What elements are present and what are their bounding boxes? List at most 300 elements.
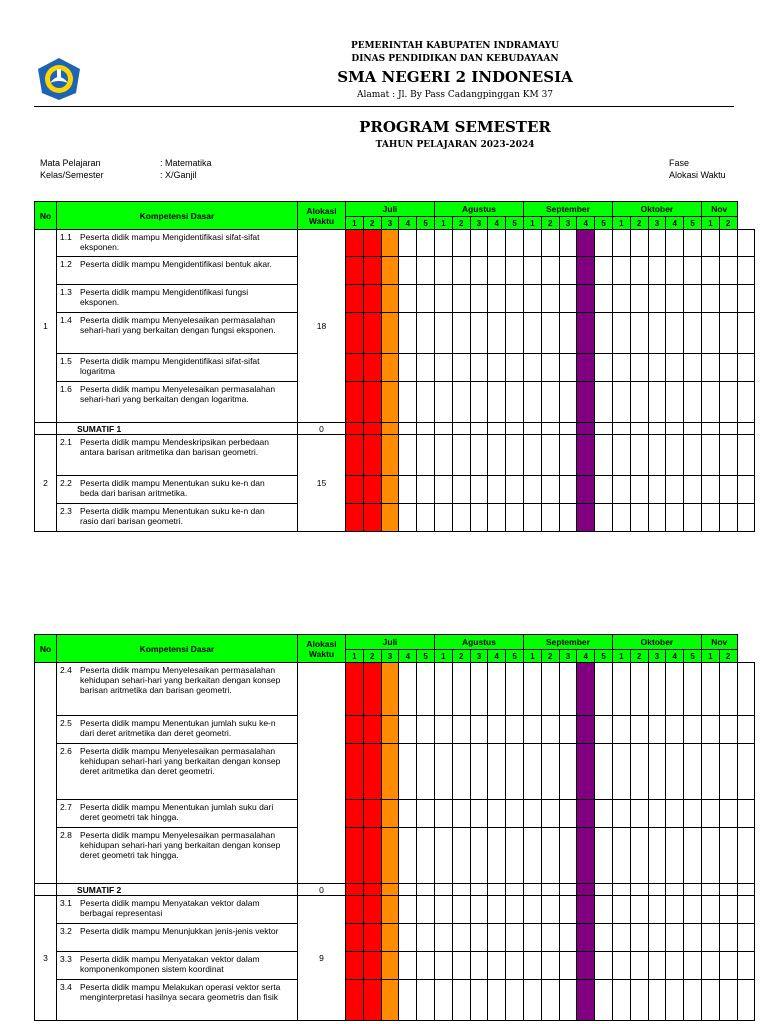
week-cell — [399, 884, 417, 896]
week-cell — [363, 435, 381, 476]
week-cell — [719, 716, 737, 744]
week-cell — [452, 924, 470, 952]
week-cell — [381, 716, 399, 744]
week-cell — [737, 716, 755, 744]
week-cell — [612, 716, 630, 744]
week-cell — [470, 896, 488, 924]
week-cell — [648, 476, 666, 504]
kompetensi-dasar-item — [57, 952, 298, 980]
week-cell — [381, 884, 399, 896]
week-cell — [417, 952, 435, 980]
row-number: 3 — [35, 896, 57, 1021]
week-cell — [434, 313, 452, 354]
header-week: 1 — [346, 217, 364, 230]
week-cell — [541, 230, 559, 257]
week-cell — [559, 663, 577, 716]
week-cell — [737, 382, 755, 423]
week-cell — [381, 230, 399, 257]
week-cell — [363, 952, 381, 980]
week-cell — [346, 952, 364, 980]
week-cell — [399, 980, 417, 1021]
kd-text: Peserta didik mampu Menyelesaikan permasalahan sehari-hari yang berkaitan dengan logaritma. — [80, 384, 276, 404]
week-cell — [666, 257, 684, 285]
week-cell — [523, 476, 541, 504]
week-cell — [506, 828, 524, 884]
week-cell — [363, 257, 381, 285]
kd-text: Peserta didik mampu Menentukan suku ke-n dan beda dari barisan aritmetika. — [80, 478, 265, 498]
semester-table-2 — [34, 634, 755, 1021]
week-cell — [701, 980, 719, 1021]
week-cell — [506, 354, 524, 382]
week-cell — [612, 744, 630, 800]
week-cell — [417, 716, 435, 744]
week-cell — [363, 663, 381, 716]
header-week: 5 — [417, 650, 435, 663]
week-cell — [488, 828, 506, 884]
week-cell — [595, 663, 613, 716]
week-cell — [452, 896, 470, 924]
header-government: PEMERINTAH KABUPATEN INDRAMAYU — [350, 41, 560, 51]
week-cell — [648, 382, 666, 423]
header-week: 4 — [666, 217, 684, 230]
document-header — [0, 0, 768, 110]
header-month: Juli — [346, 202, 435, 217]
week-cell — [523, 896, 541, 924]
week-cell — [488, 924, 506, 952]
tut-wuri-handayani-logo-icon — [36, 57, 82, 101]
row-number: 2 — [35, 435, 57, 532]
week-cell — [452, 980, 470, 1021]
header-week: 4 — [666, 650, 684, 663]
week-cell — [701, 435, 719, 476]
week-cell — [612, 354, 630, 382]
header-week: 4 — [399, 650, 417, 663]
week-cell — [577, 828, 595, 884]
header-month: Agustus — [434, 202, 523, 217]
week-cell — [470, 924, 488, 952]
week-cell — [363, 800, 381, 828]
header-week: 5 — [684, 650, 702, 663]
week-cell — [666, 504, 684, 532]
sumatif-allocation: 0 — [298, 423, 346, 435]
kompetensi-dasar-item — [57, 924, 298, 952]
week-cell — [684, 716, 702, 744]
class-label: Kelas/Semester — [40, 170, 104, 180]
week-cell — [541, 382, 559, 423]
week-cell — [381, 828, 399, 884]
kd-number: 2.5 — [60, 718, 72, 728]
week-cell — [648, 257, 666, 285]
week-cell — [630, 663, 648, 716]
week-cell — [684, 354, 702, 382]
week-cell — [701, 663, 719, 716]
kd-text: Peserta didik mampu Menentukan jumlah suku ke-n dari deret aritmetika dan deret geometri. — [80, 718, 276, 738]
header-waktu: Waktu — [308, 648, 335, 659]
week-cell — [719, 423, 737, 435]
week-cell — [381, 476, 399, 504]
week-cell — [612, 828, 630, 884]
week-cell — [346, 354, 364, 382]
week-cell — [523, 924, 541, 952]
kd-number: 1.6 — [60, 384, 72, 394]
header-week: 3 — [648, 217, 666, 230]
week-cell — [595, 313, 613, 354]
week-cell — [488, 476, 506, 504]
header-week: 5 — [684, 217, 702, 230]
week-cell — [719, 476, 737, 504]
week-cell — [363, 896, 381, 924]
header-week: 2 — [541, 650, 559, 663]
week-cell — [559, 980, 577, 1021]
week-cell — [399, 435, 417, 476]
week-cell — [541, 423, 559, 435]
header-week: 1 — [434, 650, 452, 663]
week-cell — [434, 716, 452, 744]
week-cell — [452, 504, 470, 532]
sumatif-label: SUMATIF 1 — [57, 423, 298, 435]
header-no: No — [35, 202, 57, 230]
week-cell — [434, 423, 452, 435]
week-cell — [434, 828, 452, 884]
week-cell — [577, 716, 595, 744]
header-month: September — [523, 635, 612, 650]
week-cell — [719, 663, 737, 716]
week-cell — [523, 800, 541, 828]
week-cell — [701, 716, 719, 744]
header-kompetensi-dasar: Kompetensi Dasar — [57, 635, 298, 663]
week-cell — [737, 476, 755, 504]
week-cell — [523, 313, 541, 354]
week-cell — [577, 980, 595, 1021]
week-cell — [612, 896, 630, 924]
week-cell — [488, 313, 506, 354]
week-cell — [577, 435, 595, 476]
week-cell — [612, 952, 630, 980]
header-week: 2 — [719, 650, 737, 663]
week-cell — [541, 354, 559, 382]
week-cell — [595, 884, 613, 896]
time-allocation-label: Alokasi Waktu — [669, 170, 726, 180]
header-divider — [34, 106, 734, 107]
row-number: 1 — [35, 230, 57, 423]
header-week: 2 — [630, 650, 648, 663]
week-cell — [434, 800, 452, 828]
kd-number: 1.4 — [60, 315, 72, 325]
week-cell — [648, 884, 666, 896]
week-cell — [666, 354, 684, 382]
header-week: 2 — [452, 217, 470, 230]
week-cell — [506, 800, 524, 828]
header-month: Oktober — [612, 635, 701, 650]
week-cell — [737, 884, 755, 896]
week-cell — [434, 257, 452, 285]
week-cell — [684, 435, 702, 476]
week-cell — [523, 663, 541, 716]
week-cell — [648, 230, 666, 257]
week-cell — [541, 800, 559, 828]
week-cell — [701, 744, 719, 800]
week-cell — [417, 257, 435, 285]
week-cell — [399, 744, 417, 800]
week-cell — [381, 744, 399, 800]
week-cell — [541, 435, 559, 476]
header-week: 1 — [346, 650, 364, 663]
week-cell — [488, 952, 506, 980]
time-allocation: 15 — [298, 435, 346, 532]
week-cell — [488, 230, 506, 257]
week-cell — [648, 313, 666, 354]
week-cell — [666, 476, 684, 504]
week-cell — [488, 382, 506, 423]
week-cell — [399, 504, 417, 532]
kompetensi-dasar-item — [57, 980, 298, 1021]
week-cell — [595, 354, 613, 382]
week-cell — [417, 896, 435, 924]
week-cell — [399, 716, 417, 744]
week-cell — [630, 354, 648, 382]
week-cell — [541, 504, 559, 532]
week-cell — [684, 800, 702, 828]
week-cell — [399, 230, 417, 257]
header-week: 1 — [701, 650, 719, 663]
header-alokasi: Alokasi — [306, 205, 337, 216]
week-cell — [470, 884, 488, 896]
week-cell — [488, 716, 506, 744]
week-cell — [577, 285, 595, 313]
kd-text: Peserta didik mampu Mengidentifikasi sifat-sifat logaritma — [80, 356, 260, 376]
week-cell — [470, 828, 488, 884]
week-cell — [488, 257, 506, 285]
week-cell — [346, 663, 364, 716]
sumatif-label: SUMATIF 2 — [57, 884, 298, 896]
week-cell — [470, 716, 488, 744]
week-cell — [719, 435, 737, 476]
kompetensi-dasar-item — [57, 504, 298, 532]
week-cell — [381, 896, 399, 924]
week-cell — [346, 476, 364, 504]
kd-text: Peserta didik mampu Mendeskripsikan perbedaan antara barisan aritmetika dan barisan geometri. — [80, 437, 269, 457]
week-cell — [666, 716, 684, 744]
week-cell — [523, 435, 541, 476]
week-cell — [737, 744, 755, 800]
week-cell — [737, 504, 755, 532]
week-cell — [719, 257, 737, 285]
week-cell — [363, 354, 381, 382]
kd-text: Peserta didik mampu Mengidentifikasi fungsi eksponen. — [80, 287, 249, 307]
week-cell — [523, 980, 541, 1021]
week-cell — [559, 313, 577, 354]
week-cell — [346, 257, 364, 285]
kd-text: Peserta didik mampu Menunjukkan jenis-jenis vektor — [80, 926, 279, 936]
week-cell — [701, 285, 719, 313]
week-cell — [719, 952, 737, 980]
week-cell — [737, 257, 755, 285]
week-cell — [701, 423, 719, 435]
week-cell — [488, 354, 506, 382]
header-alokasi-waktu — [298, 202, 346, 230]
kd-number: 2.4 — [60, 665, 72, 675]
kd-text: Peserta didik mampu Mengidentifikasi sifat-sifat eksponen. — [80, 232, 260, 252]
week-cell — [523, 423, 541, 435]
week-cell — [381, 257, 399, 285]
kd-text: Peserta didik mampu Mengidentifikasi bentuk akar. — [80, 259, 272, 269]
week-cell — [363, 980, 381, 1021]
week-cell — [577, 896, 595, 924]
week-cell — [595, 952, 613, 980]
week-cell — [541, 313, 559, 354]
week-cell — [630, 285, 648, 313]
header-week: 3 — [470, 217, 488, 230]
week-cell — [612, 504, 630, 532]
week-cell — [363, 924, 381, 952]
week-cell — [559, 896, 577, 924]
week-cell — [612, 884, 630, 896]
kd-number: 1.5 — [60, 356, 72, 366]
week-cell — [470, 744, 488, 800]
header-week: 1 — [701, 217, 719, 230]
class-value: : X/Ganjil — [160, 170, 197, 180]
week-cell — [612, 924, 630, 952]
week-cell — [452, 423, 470, 435]
week-cell — [684, 924, 702, 952]
header-week: 4 — [577, 217, 595, 230]
week-cell — [684, 952, 702, 980]
week-cell — [595, 423, 613, 435]
header-no: No — [35, 635, 57, 663]
kompetensi-dasar-item — [57, 435, 298, 476]
week-cell — [523, 884, 541, 896]
subject-value: : Matematika — [160, 158, 212, 168]
header-department: DINAS PENDIDIKAN DAN KEBUDAYAAN — [351, 54, 559, 64]
week-cell — [523, 382, 541, 423]
week-cell — [506, 952, 524, 980]
week-cell — [363, 716, 381, 744]
kd-number: 2.8 — [60, 830, 72, 840]
week-cell — [719, 504, 737, 532]
week-cell — [630, 382, 648, 423]
week-cell — [541, 663, 559, 716]
week-cell — [417, 313, 435, 354]
header-kompetensi-dasar: Kompetensi Dasar — [57, 202, 298, 230]
kd-text: Peserta didik mampu Melakukan operasi vektor serta menginterpretasi hasilnya secara geometris dan fisik — [80, 982, 281, 1002]
week-cell — [577, 230, 595, 257]
week-cell — [737, 230, 755, 257]
page-subtitle: TAHUN PELAJARAN 2023-2024 — [375, 140, 535, 150]
header-week: 1 — [612, 650, 630, 663]
week-cell — [470, 423, 488, 435]
week-cell — [506, 257, 524, 285]
week-cell — [666, 382, 684, 423]
phase-label: Fase — [669, 158, 690, 168]
week-cell — [648, 828, 666, 884]
kd-number: 3.4 — [60, 982, 72, 992]
week-cell — [488, 285, 506, 313]
week-cell — [470, 476, 488, 504]
week-cell — [666, 744, 684, 800]
week-cell — [577, 504, 595, 532]
week-cell — [684, 423, 702, 435]
week-cell — [630, 476, 648, 504]
week-cell — [417, 828, 435, 884]
week-cell — [399, 354, 417, 382]
week-cell — [684, 896, 702, 924]
week-cell — [417, 285, 435, 313]
week-cell — [470, 663, 488, 716]
week-cell — [381, 952, 399, 980]
week-cell — [434, 435, 452, 476]
week-cell — [381, 663, 399, 716]
header-week: 1 — [523, 650, 541, 663]
kompetensi-dasar-item — [57, 716, 298, 744]
header-week: 2 — [452, 650, 470, 663]
week-cell — [363, 423, 381, 435]
week-cell — [434, 896, 452, 924]
week-cell — [577, 313, 595, 354]
header-week: 3 — [470, 650, 488, 663]
week-cell — [648, 980, 666, 1021]
week-cell — [701, 382, 719, 423]
header-month: Nov — [701, 202, 737, 217]
week-cell — [541, 884, 559, 896]
week-cell — [737, 313, 755, 354]
week-cell — [434, 884, 452, 896]
week-cell — [399, 952, 417, 980]
kompetensi-dasar-item — [57, 257, 298, 285]
kd-text: Peserta didik mampu Menyatakan vektor dalam berbagai representasi — [80, 898, 260, 918]
week-cell — [452, 230, 470, 257]
kompetensi-dasar-item — [57, 828, 298, 884]
kompetensi-dasar-item — [57, 354, 298, 382]
week-cell — [363, 230, 381, 257]
week-cell — [577, 952, 595, 980]
week-cell — [363, 884, 381, 896]
week-cell — [630, 952, 648, 980]
subject-label: Mata Pelajaran — [40, 158, 101, 168]
header-week: 4 — [488, 217, 506, 230]
week-cell — [506, 435, 524, 476]
week-cell — [719, 884, 737, 896]
week-cell — [417, 476, 435, 504]
week-cell — [523, 354, 541, 382]
header-week: 2 — [363, 650, 381, 663]
week-cell — [506, 980, 524, 1021]
week-cell — [648, 952, 666, 980]
week-cell — [630, 313, 648, 354]
kompetensi-dasar-item — [57, 800, 298, 828]
header-week: 2 — [719, 217, 737, 230]
week-cell — [701, 313, 719, 354]
header-week: 5 — [506, 650, 524, 663]
week-cell — [595, 800, 613, 828]
week-cell — [541, 257, 559, 285]
week-cell — [559, 952, 577, 980]
week-cell — [346, 896, 364, 924]
kd-number: 2.1 — [60, 437, 72, 447]
header-week: 2 — [630, 217, 648, 230]
week-cell — [737, 435, 755, 476]
header-week: 3 — [381, 650, 399, 663]
week-cell — [541, 924, 559, 952]
week-cell — [470, 285, 488, 313]
week-cell — [523, 230, 541, 257]
week-cell — [452, 257, 470, 285]
kd-text: Peserta didik mampu Menentukan jumlah suku dari deret geometri tak hingga. — [80, 802, 274, 822]
week-cell — [719, 230, 737, 257]
week-cell — [399, 828, 417, 884]
week-cell — [399, 476, 417, 504]
week-cell — [701, 354, 719, 382]
week-cell — [630, 980, 648, 1021]
